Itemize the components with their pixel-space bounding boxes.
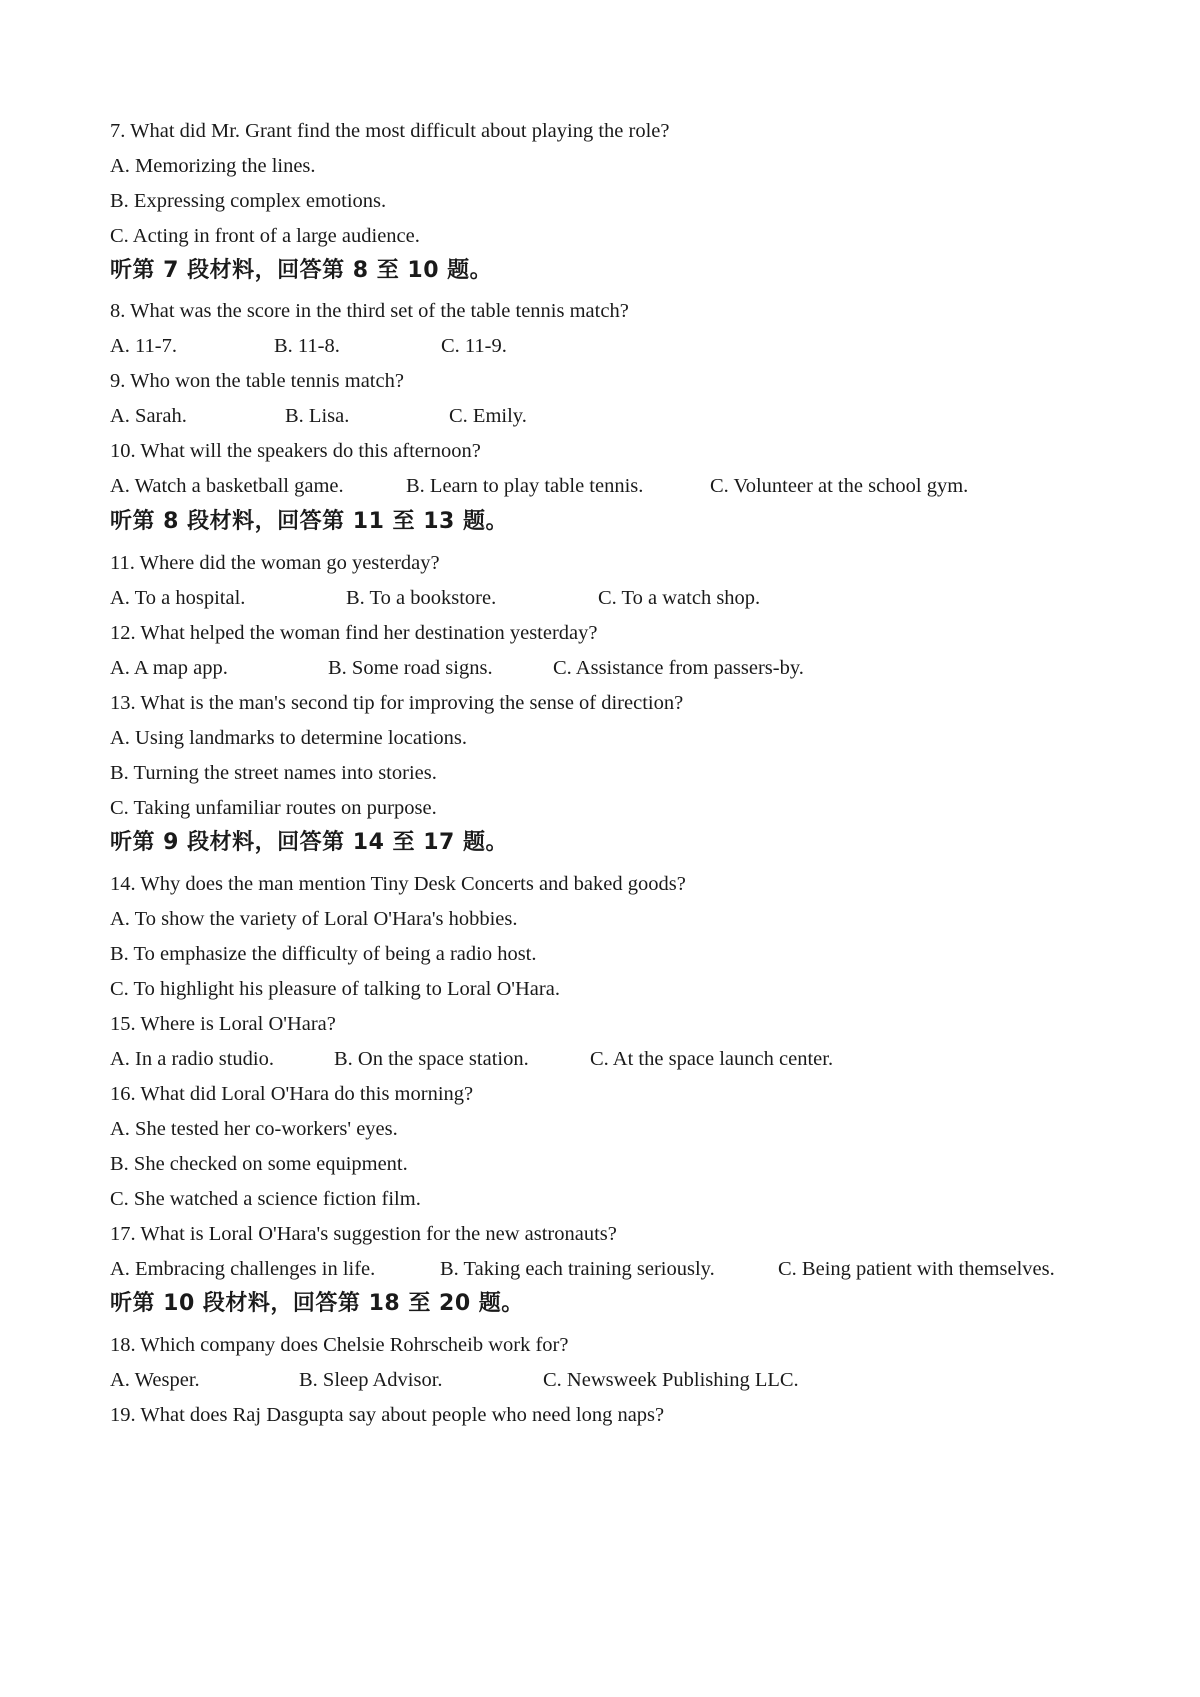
q18-option-a: A. Wesper. [110,1369,200,1391]
q16-option-a: A. She tested her co-workers' eyes. [110,1118,398,1140]
q10-option-b: B. Learn to play table tennis. [406,475,644,497]
q15-option-b: B. On the space station. [334,1048,529,1070]
q18-option-c: C. Newsweek Publishing LLC. [543,1369,799,1391]
q15-stem: 15. Where is Loral O'Hara? [110,1013,336,1035]
section-heading-7: 听第 7 段材料，回答第 8 至 10 题。 [110,258,493,283]
q12-option-a: A. A map app. [110,657,228,679]
q10-option-c: C. Volunteer at the school gym. [710,475,969,497]
section-heading-10: 听第 10 段材料，回答第 18 至 20 题。 [110,1291,524,1316]
q14-option-a: A. To show the variety of Loral O'Hara's hobbies. [110,908,518,930]
q12-stem: 12. What helped the woman find her destination yesterday? [110,622,598,644]
q8-stem: 8. What was the score in the third set of the table tennis match? [110,300,629,322]
q11-option-c: C. To a watch shop. [598,587,761,609]
q7-option-a: A. Memorizing the lines. [110,155,316,177]
q10-stem: 10. What will the speakers do this afternoon? [110,440,481,462]
q9-option-c: C. Emily. [449,405,527,427]
q10-option-a: A. Watch a basketball game. [110,475,344,497]
q9-stem: 9. Who won the table tennis match? [110,370,404,392]
q15-option-c: C. At the space launch center. [590,1048,834,1070]
q10-options [110,472,1110,500]
q9-option-a: A. Sarah. [110,405,187,427]
section-heading-8: 听第 8 段材料，回答第 11 至 13 题。 [110,509,508,534]
q8-option-b: B. 11-8. [274,335,340,357]
q14-stem: 14. Why does the man mention Tiny Desk Concerts and baked goods? [110,873,686,895]
q8-option-a: A. 11-7. [110,335,177,357]
q8-options [110,332,1110,360]
section-heading-9: 听第 9 段材料，回答第 14 至 17 题。 [110,830,508,855]
q7-option-c: C. Acting in front of a large audience. [110,225,420,247]
q11-option-b: B. To a bookstore. [346,587,497,609]
q18-stem: 18. Which company does Chelsie Rohrscheib work for? [110,1334,569,1356]
q7-option-b: B. Expressing complex emotions. [110,190,387,212]
q16-stem: 16. What did Loral O'Hara do this morning? [110,1083,474,1105]
q13-option-c: C. Taking unfamiliar routes on purpose. [110,797,437,819]
q12-options [110,654,1110,682]
q17-stem: 17. What is Loral O'Hara's suggestion for the new astronauts? [110,1223,617,1245]
q9-options [110,402,1110,430]
q12-option-b: B. Some road signs. [328,657,493,679]
q11-options [110,584,1110,612]
q13-stem: 13. What is the man's second tip for improving the sense of direction? [110,692,684,714]
q9-option-b: B. Lisa. [285,405,350,427]
q14-option-b: B. To emphasize the difficulty of being a radio host. [110,943,537,965]
q17-option-c: C. Being patient with themselves. [778,1258,1055,1280]
q16-option-c: C. She watched a science fiction film. [110,1188,421,1210]
q16-option-b: B. She checked on some equipment. [110,1153,408,1175]
q17-options [110,1255,1110,1283]
q18-options [110,1366,1110,1394]
q15-option-a: A. In a radio studio. [110,1048,274,1070]
q13-option-a: A. Using landmarks to determine locations. [110,727,467,749]
q7-stem: 7. What did Mr. Grant find the most difficult about playing the role? [110,120,670,142]
q8-option-c: C. 11-9. [441,335,507,357]
q15-options [110,1045,1110,1073]
q14-option-c: C. To highlight his pleasure of talking to Loral O'Hara. [110,978,560,1000]
q17-option-b: B. Taking each training seriously. [440,1258,715,1280]
q11-option-a: A. To a hospital. [110,587,246,609]
q11-stem: 11. Where did the woman go yesterday? [110,552,440,574]
q19-stem: 19. What does Raj Dasgupta say about people who need long naps? [110,1404,665,1426]
q17-option-a: A. Embracing challenges in life. [110,1258,376,1280]
q18-option-b: B. Sleep Advisor. [299,1369,443,1391]
q13-option-b: B. Turning the street names into stories. [110,762,437,784]
q12-option-c: C. Assistance from passers-by. [553,657,804,679]
